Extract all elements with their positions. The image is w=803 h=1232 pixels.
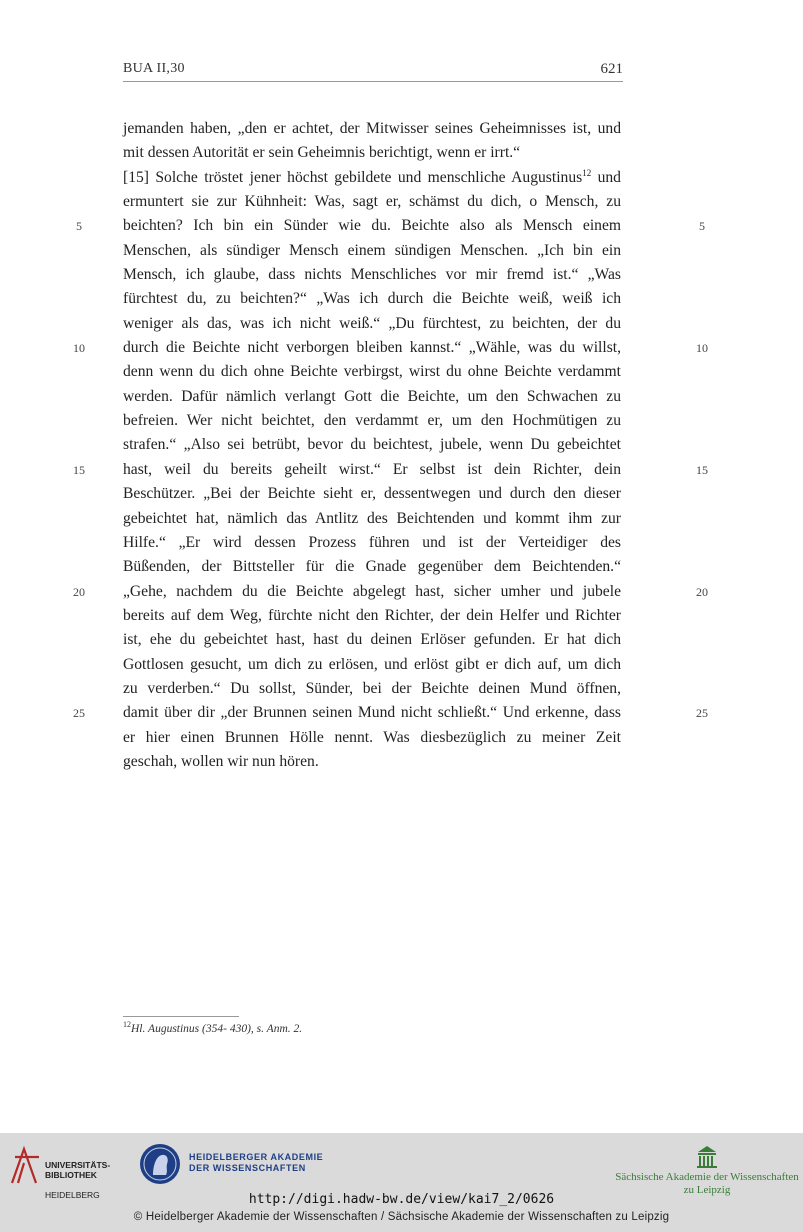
text-line [123,555,621,579]
text-line-content: ermuntert sie zur Kühnheit: Was, sagt er, schämst du dich, o Mensch, zu [123,193,621,211]
text-line-content: Gottlosen gesucht, um dich zu erlösen, und erlöst gibt er dich auf, um dich [123,655,621,673]
text-line [123,166,621,190]
footnote [123,1020,302,1035]
text-line-content: werden. Dafür nämlich verlangt Gott die Beichte, um den Schwachen zu [123,387,621,405]
text-line [123,239,621,263]
text-line-content: zu verderben.“ Du sollst, Sünder, bei der Beichte deinen Mund öffnen, [123,679,621,697]
text-line [123,385,621,409]
text-line-content: Beschützer. „Bei der Beichte sieht er, dessentwegen und durch den dieser [123,485,621,503]
line-number-left: 5 [76,219,82,234]
text-line [123,141,621,165]
text-line-content: „Gehe, nachdem du die Beichte abgelegt hast, sicher umher und jubele [123,582,621,600]
text-line [123,117,621,141]
text-line-content: denn wenn du dich ohne Beichte verbirgst, wirst du ohne Beichte verdammt [123,363,621,381]
text-line [123,482,621,506]
text-line [123,507,621,531]
text-line-content: [15] Solche tröstet jener höchst gebildete und menschliche Augustinus [123,168,583,186]
text-line-content: fürchtest du, zu beichten?“ „Was ich durch die Beichte weiß, weiß ich [123,290,621,308]
text-line [123,190,621,214]
line-number-left: 20 [73,584,85,599]
text-line [123,750,621,774]
text-line-content: er hier einen Brunnen Hölle nennt. Was diesbezüglich zu meiner Zeit [123,728,621,746]
text-line [123,604,621,628]
saxon-academy-logo-icon[interactable] [696,1145,718,1169]
line-number-right: 15 [696,462,708,477]
line-number-left: 15 [73,462,85,477]
text-line-content: Mensch, ich glaube, dass nichts Menschliches vor mir fremd ist.“ „Was [123,266,621,284]
line-number-left: 10 [73,341,85,356]
line-number-right: 25 [696,706,708,721]
text-line-content: mit dessen Autorität er sein Geheimnis berichtigt, wenn er irrt.“ [123,144,521,162]
text-line [123,580,621,604]
running-head-title: BUA II,30 [123,61,185,76]
text-line [123,677,621,701]
text-line-content: Hilfe.“ „Er wird dessen Prozess führen und ist der Verteidiger des [123,533,621,551]
text-line [123,214,621,238]
footnote-number: 12 [123,1020,131,1029]
text-line-tail: und [591,168,621,186]
copyright-notice: © Heidelberger Akademie der Wissenschaften / Sächsische Akademie der Wissenschaften zu Leipzig [133,1211,670,1223]
text-line [123,653,621,677]
running-head [123,61,623,82]
text-line [123,531,621,555]
body-text [123,117,621,774]
footnote-rule [123,1016,239,1017]
text-line [123,312,621,336]
text-line [123,701,621,725]
text-line [123,433,621,457]
text-line [123,360,621,384]
text-line [123,726,621,750]
text-line-content: geschah, wollen wir nun hören. [123,752,319,770]
page-number: 621 [600,61,623,77]
text-line-content: beichten? Ich bin ein Sünder wie du. Beichte also als Mensch einem [123,217,621,235]
academy-seal-icon[interactable] [139,1142,181,1186]
text-line-content: bereits auf dem Weg, fürchte nicht den Richter, der dein Helfer und Richter [123,606,621,624]
text-line [123,287,621,311]
text-line [123,336,621,360]
line-number-right: 10 [696,341,708,356]
text-line [123,628,621,652]
text-line [123,263,621,287]
text-line-content: weniger als das, was ich nicht weiß.“ „Du fürchtest, zu beichten, der du [123,314,621,332]
line-number-left: 25 [73,706,85,721]
text-line-content: durch die Beichte nicht verborgen bleiben kannst.“ „Wähle, was du willst, [123,339,621,357]
text-line [123,409,621,433]
text-line-content: gebeichtet hat, nämlich das Antlitz des Beichtenden und kommt ihm zur [123,509,621,527]
text-line-content: strafen.“ „Also sei betrübt, bevor du beichtest, jubele, wenn Du gebeichtet [123,436,621,454]
text-line-content: damit über dir „der Brunnen seinen Mund nicht schließt.“ Und erkenne, dass [123,704,621,722]
text-line-content: Büßenden, der Bittsteller für die Gnade gegenüber dem Beichtenden.“ [123,558,621,576]
footer-bar [0,1133,803,1232]
saw-name: Sächsische Akademie der Wissenschaften zu Leipzig [615,1171,799,1196]
ub-name: UNIVERSITÄTS- BIBLIOTHEK [45,1160,111,1180]
text-line-content: hast, weil du bereits geheilt wirst.“ Er selbst ist dein Richter, dein [123,460,621,478]
footnote-marker[interactable]: 12 [582,167,592,178]
line-number-right: 20 [696,584,708,599]
footnote-text: Hl. Augustinus (354- 430), s. Anm. 2. [131,1022,303,1035]
text-line-content: jemanden haben, „den er achtet, der Mitwisser seines Geheimnisses ist, und [123,120,621,137]
text-line [123,458,621,482]
permalink-url[interactable]: http://digi.hadw-bw.de/view/kai7_2/0626 [248,1192,555,1207]
text-line-content: ist, ehe du gebeichtet hast, hast du deinen Erlöser gefunden. Er hat dich [123,631,621,649]
text-line-content: befreien. Wer nicht beichtet, den verdammt er, um den Hochmütigen zu [123,412,621,430]
hadw-name: HEIDELBERGER AKADEMIE DER WISSENSCHAFTEN [189,1152,324,1173]
text-line-content: Menschen, als sündiger Mensch einem sündigen Menschen. „Ich bin ein [123,241,621,259]
ub-city: HEIDELBERG [45,1190,100,1200]
line-number-right: 5 [699,219,705,234]
